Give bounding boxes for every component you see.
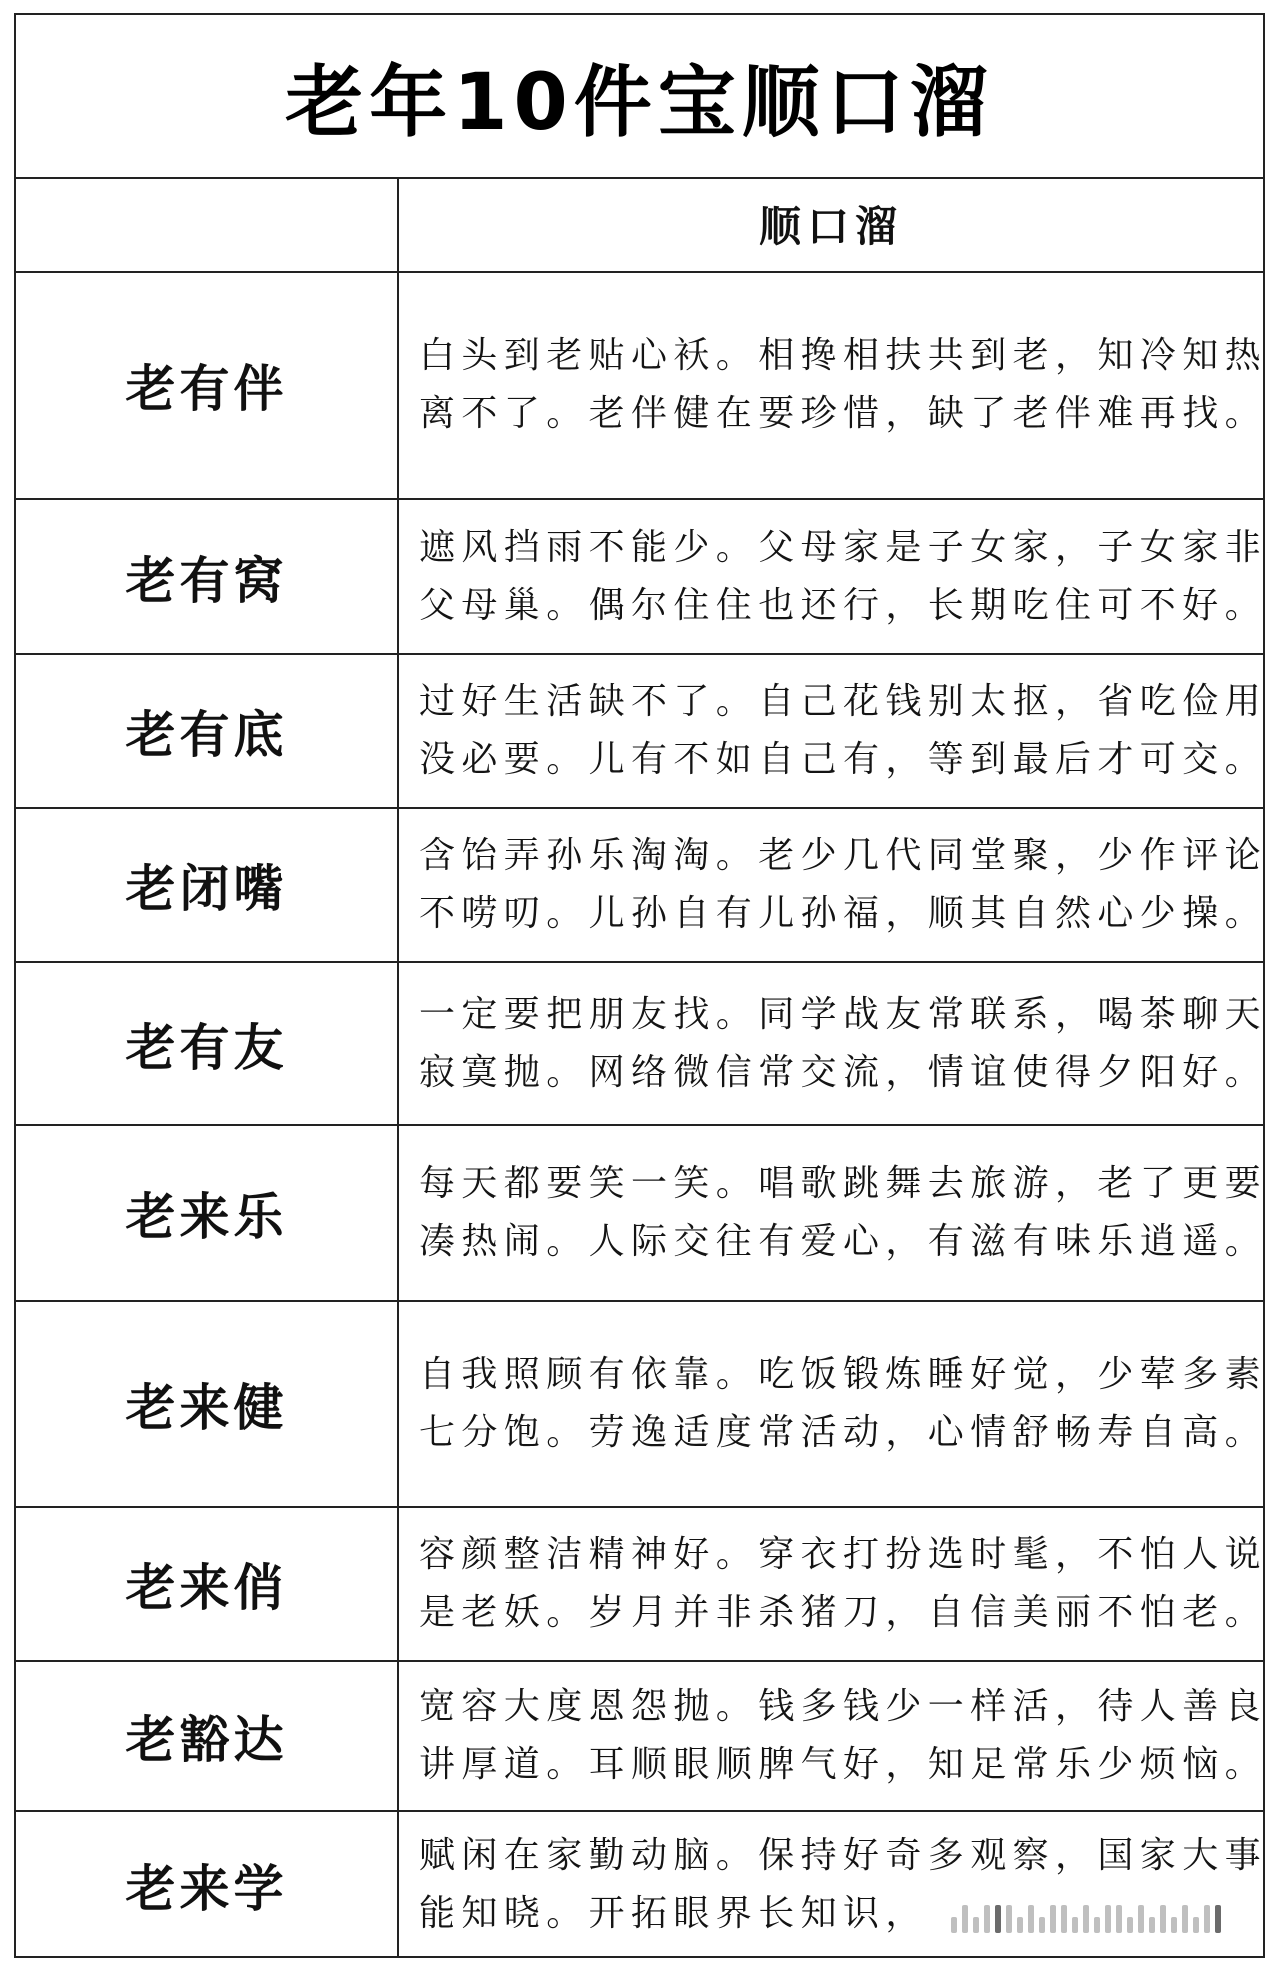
text-line: 凑热闹。人际交往有爱心，有滋有味乐逍遥。 bbox=[419, 1221, 1268, 1262]
text-line: 不唠叨。儿孙自有儿孙福，顺其自然心少操。 bbox=[419, 893, 1268, 934]
text-line: 宽容大度恩怨抛。钱多钱少一样活，待人善良 bbox=[419, 1686, 1268, 1727]
page-title: 老年10件宝顺口溜 bbox=[285, 58, 994, 148]
row-text bbox=[399, 271, 1268, 498]
text-line: 容颜整洁精神好。穿衣打扮选时髦，不怕人说 bbox=[419, 1534, 1268, 1575]
text-line: 寂寞抛。网络微信常交流，情谊使得夕阳好。 bbox=[419, 1051, 1268, 1093]
row-label: 老有底 bbox=[16, 655, 399, 807]
row-label: 老有窝 bbox=[16, 500, 399, 653]
table-row bbox=[16, 809, 1268, 963]
table-row bbox=[16, 1126, 1268, 1302]
text-line: 父母巢。偶尔住住也还行，长期吃住可不好。 bbox=[419, 584, 1268, 626]
row-text bbox=[399, 1126, 1268, 1300]
row-text bbox=[399, 1662, 1268, 1810]
table-row bbox=[16, 963, 1268, 1126]
table-row bbox=[16, 271, 1268, 500]
table-row bbox=[16, 655, 1268, 809]
row-label: 老豁达 bbox=[16, 1662, 399, 1810]
text-line: 没必要。儿有不如自己有，等到最后才可交。 bbox=[419, 739, 1268, 780]
table-row bbox=[16, 1302, 1268, 1508]
text-line: 七分饱。劳逸适度常活动，心情舒畅寿自高。 bbox=[419, 1412, 1268, 1453]
row-text bbox=[399, 1508, 1268, 1660]
title-row bbox=[16, 15, 1263, 179]
row-label: 老来乐 bbox=[16, 1126, 399, 1300]
table-row bbox=[16, 1508, 1268, 1662]
text-line: 遮风挡雨不能少。父母家是子女家，子女家非 bbox=[419, 526, 1268, 568]
text-line: 能知晓。开拓眼界长知识， bbox=[419, 1893, 928, 1934]
text-line: 过好生活缺不了。自己花钱别太抠，省吃俭用 bbox=[419, 681, 1268, 722]
text-line: 自我照顾有依靠。吃饭锻炼睡好觉，少荤多素 bbox=[419, 1354, 1268, 1395]
watermark-bars-icon bbox=[943, 1896, 1243, 1942]
text-line: 一定要把朋友找。同学战友常联系，喝茶聊天 bbox=[419, 993, 1268, 1035]
row-label: 老来俏 bbox=[16, 1508, 399, 1660]
text-line: 含饴弄孙乐淘淘。老少几代同堂聚，少作评论 bbox=[419, 835, 1268, 876]
header-cell-title: 顺口溜 bbox=[758, 202, 903, 251]
row-label: 老有伴 bbox=[16, 271, 399, 498]
text-line: 讲厚道。耳顺眼顺脾气好，知足常乐少烦恼。 bbox=[419, 1744, 1268, 1785]
row-text bbox=[399, 809, 1268, 961]
text-line: 白头到老贴心袄。相搀相扶共到老，知冷知热 bbox=[419, 334, 1268, 376]
poem-table bbox=[14, 13, 1268, 1958]
text-line: 是老妖。岁月并非杀猪刀，自信美丽不怕老。 bbox=[419, 1592, 1268, 1633]
row-label: 老来健 bbox=[16, 1302, 399, 1506]
table-row bbox=[16, 500, 1268, 655]
text-line: 离不了。老伴健在要珍惜，缺了老伴难再找。 bbox=[419, 392, 1268, 434]
row-label: 老闭嘴 bbox=[16, 809, 399, 961]
table-row bbox=[16, 1662, 1268, 1812]
table-header-row bbox=[16, 177, 1263, 273]
header-cell-empty bbox=[16, 177, 399, 271]
row-text bbox=[399, 655, 1268, 807]
text-line: 每天都要笑一笑。唱歌跳舞去旅游，老了更要 bbox=[419, 1163, 1268, 1204]
row-label: 老有友 bbox=[16, 963, 399, 1124]
row-text bbox=[399, 963, 1268, 1124]
row-text bbox=[399, 1302, 1268, 1506]
text-line: 赋闲在家勤动脑。保持好奇多观察，国家大事 bbox=[419, 1835, 1268, 1876]
row-text bbox=[399, 500, 1268, 653]
row-label: 老来学 bbox=[16, 1812, 399, 1958]
